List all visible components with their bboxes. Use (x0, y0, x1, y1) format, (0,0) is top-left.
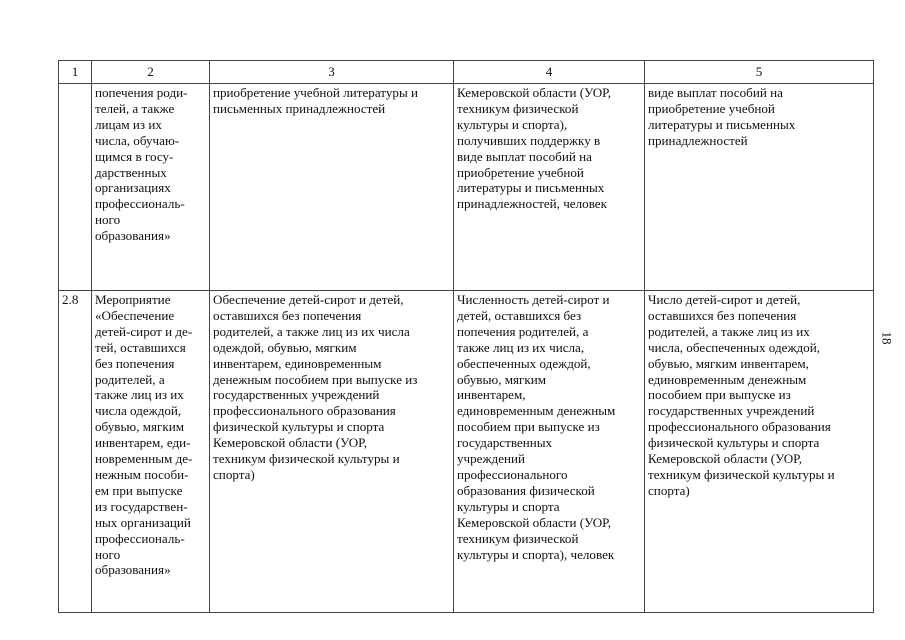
row-number-cell (59, 84, 92, 291)
activity-name-cell (92, 291, 210, 613)
indicator-name-text: Численность детей-сирот и детей, оставшихся без попечения родителей, а также лиц из их числа, обеспеченных одеждой, обувью, мягким инвентарем, единовременным денежным пособием при выпуске из государственных учреждений профессионального образования физической культуры и спорта Кемеровской области (УОР, техникум физической культуры и спорта), человек (457, 292, 616, 562)
indicator-formula-text: виде выплат пособий на приобретение учебной литературы и письменных принадлежностей (648, 85, 796, 148)
header-cell-1: 1 (59, 61, 92, 84)
table-header-row (59, 61, 874, 84)
table-row (59, 84, 874, 291)
page-number: 18 (879, 331, 895, 345)
indicator-name-text: Кемеровской области (УОР, техникум физической культуры и спорта), получивших поддержку в виде выплат пособий на приобретение учебной литературы и письменных принадлежностей, человек (457, 85, 612, 212)
indicator-formula-cell (645, 84, 874, 291)
row-number-text: 2.8 (62, 292, 79, 307)
header-cell-3: 3 (210, 61, 454, 84)
indicator-name-cell (454, 291, 645, 613)
activity-content-cell (210, 291, 454, 613)
row-number-cell (59, 291, 92, 613)
indicator-formula-text: Число детей-сирот и детей, оставшихся без попечения родителей, а также лиц из их числа, обеспеченных одеждой, обувью, мягким инвентарем, единовременным денежным пособием при выпуске из государственных учреждений профессионального образования физической культуры и спорта Кемеровской области (УОР, техникум физической культуры и спорта) (648, 292, 835, 498)
document-table (58, 60, 874, 613)
activity-content-text: Обеспечение детей-сирот и детей, оставшихся без попечения родителей, а также лиц из их числа одеждой, обувью, мягким инвентарем, единовременным денежным пособием при выпуске из государственных учреждений профессионального образования физической культуры и спорта Кемеровской области (УОР, техникум физической культуры и спорта) (213, 292, 418, 482)
activity-name-cell (92, 84, 210, 291)
table-row (59, 291, 874, 613)
header-cell-4: 4 (454, 61, 645, 84)
activity-content-text: приобретение учебной литературы и письменных принадлежностей (213, 85, 419, 116)
activity-name-text: Мероприятие «Обеспечение детей-сирот и де- тей, оставшихся без попечения родителей, а также лиц из их числа одеждой, обувью, мягким инвентарем, еди- новременным де- нежным пособи- ем при выпуске из государствен- ных организаций профессиональ- ного образования» (95, 292, 193, 578)
activity-name-text: попечения роди- телей, а также лицам из их числа, обучаю- щимся в госу- дарственных организациях профессиональ- ного образования» (95, 85, 188, 244)
indicator-formula-cell (645, 291, 874, 613)
header-cell-5: 5 (645, 61, 874, 84)
header-cell-2: 2 (92, 61, 210, 84)
activity-content-cell (210, 84, 454, 291)
indicator-name-cell (454, 84, 645, 291)
